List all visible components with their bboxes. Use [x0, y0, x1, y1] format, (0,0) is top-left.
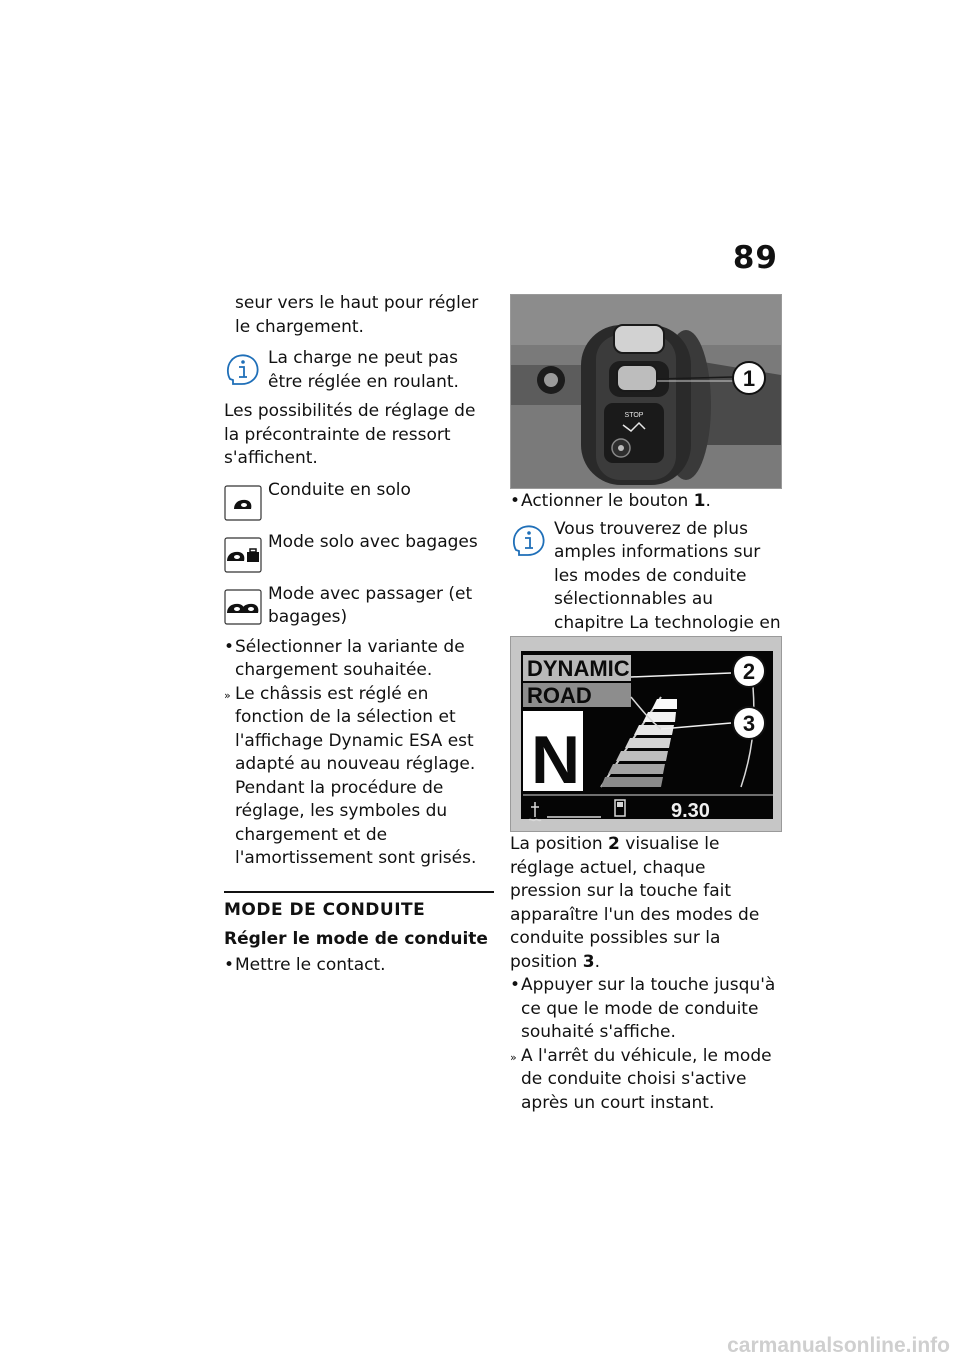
mode-label: Conduite en solo [268, 479, 411, 500]
solo-rider-icon [224, 485, 262, 521]
gear-indicator: N [531, 722, 581, 798]
result-arrow-icon: » [510, 1050, 517, 1064]
paragraph: La position 2 visualise le réglage actuel, chaque pression sur la touche fait apparaître l'un des modes de conduite possibles sur la position 3. [510, 834, 760, 972]
figure-handlebar-switch [510, 294, 782, 489]
info-icon [510, 522, 546, 558]
page-number: 89 [732, 240, 778, 276]
passenger-icon [224, 589, 262, 625]
intro-text: seur vers le haut pour régler le chargement. [235, 293, 479, 337]
paragraph: Les possibilités de réglage de la précontrainte de ressort s'affichent. [224, 401, 476, 468]
mode-current: DYNAMIC [527, 656, 630, 681]
mode-item-solo-luggage [224, 531, 494, 577]
watermark-text: carmanualsonline.info [727, 1334, 950, 1357]
mode-item-passenger [224, 583, 494, 630]
section-title: MODE DE CONDUITE [224, 899, 426, 920]
instruction-step: • Mettre le contact. [224, 954, 494, 978]
reference-number: 1 [693, 491, 706, 511]
mode-item-solo [224, 479, 494, 525]
instruction-step: • Sélectionner la variante de chargement souhaitée. [224, 636, 465, 680]
info-icon [224, 351, 260, 387]
left-column [224, 292, 494, 977]
display-value: 9.30 [671, 800, 710, 822]
mode-label: Mode solo avec bagages [268, 531, 478, 552]
reference-number: 2 [608, 834, 620, 854]
section-divider [224, 891, 494, 893]
mode-next: ROAD [527, 683, 592, 708]
instruction-result: » Le châssis est réglé en fonction de la sélection et l'affichage Dynamic ESA est adapté au nouveau réglage. Pendant la procédure de réglage, les symboles du chargement et de l'amortissement sont grisés. [224, 683, 477, 868]
bullet-icon: • [510, 975, 521, 995]
instruction-result: » A l'arrêt du véhicule, le mode de conduite choisi s'active après un court instant. [510, 1045, 772, 1113]
bullet-icon: • [224, 636, 235, 657]
note-text: La charge ne peut pas être réglée en roulant. [268, 348, 459, 392]
callout-1: 1 [742, 366, 756, 391]
bullet-icon: • [510, 491, 521, 511]
instruction-step: • Appuyer sur la touche jusqu'à ce que le mode de conduite souhaité s'affiche. [510, 975, 776, 1042]
handlebar-illustration [511, 295, 781, 488]
stop-label: STOP [624, 412, 644, 419]
result-arrow-icon: » [224, 688, 231, 702]
solo-luggage-icon [224, 537, 262, 573]
note-info [224, 347, 494, 394]
right-column-lower [510, 833, 782, 1115]
subsection-title: Régler le mode de conduite [224, 929, 488, 949]
reference-number: 3 [582, 951, 595, 972]
bullet-icon: • [224, 954, 235, 975]
figure-dashboard-display [510, 636, 782, 832]
callout-2: 2 [742, 659, 756, 684]
note-text: Vous trouverez de plus amples informations sur les modes de conduite sélectionnables au chapitre La technologie en [554, 518, 781, 633]
callout-3: 3 [742, 711, 756, 736]
dashboard-illustration [511, 637, 781, 831]
instruction-step: • Actionner le bouton 1. [510, 490, 782, 514]
mode-label: Mode avec passager (et bagages) [268, 583, 473, 627]
